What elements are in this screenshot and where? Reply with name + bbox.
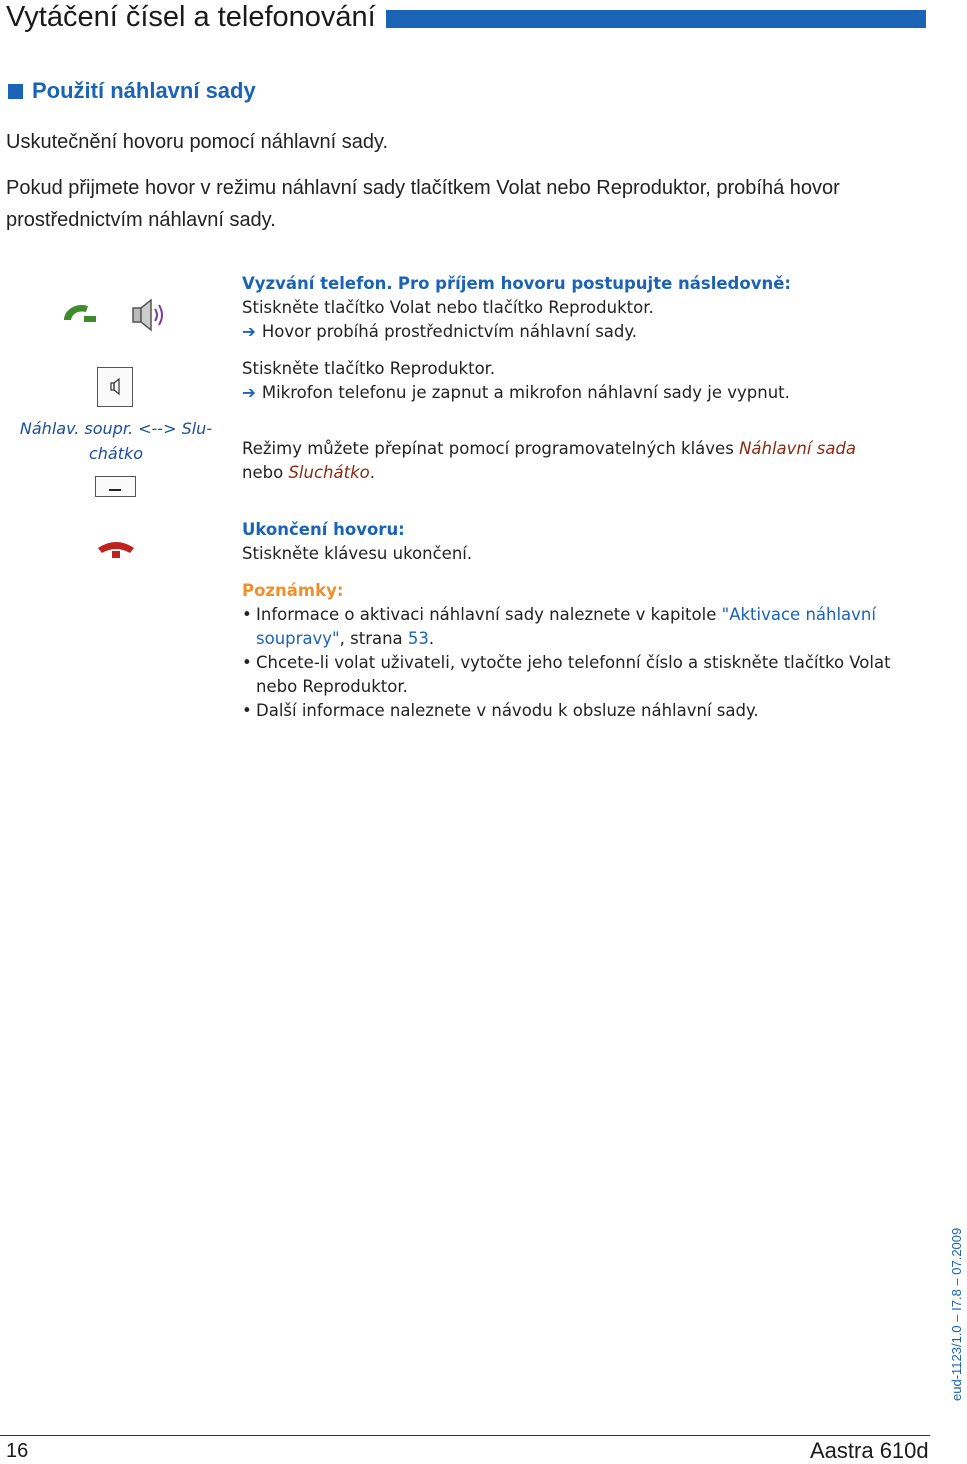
note-1-text-a: Informace o aktivaci náhlavní sady naleznete v kapitole [256,605,722,624]
section-heading [8,78,256,104]
note-item-2 [242,651,922,699]
modes-paragraph [242,437,922,485]
softkey-icon [95,476,136,497]
title-bar [386,10,926,28]
modes-text-a: Režimy můžete přepínat pomocí programovatelných kláves [242,439,734,458]
press-call-text: Stiskněte tlačítko Volat nebo tlačítko Reproduktor. [242,298,654,317]
arrow-icon: ➔ [242,322,256,341]
result-1-text: Hovor probíhá prostřednictvím náhlavní sady. [261,322,638,341]
result-2-text: Mikrofon telefonu je zapnut a mikrofon náhlavní sady je vypnut. [261,383,790,402]
ring-heading-title: Vyzvání telefon. [242,274,393,293]
softkey-handset: Sluchátko [288,463,370,482]
footer-divider [0,1435,930,1436]
ring-heading-instruction: Pro příjem hovoru postupujte následovně: [397,274,791,293]
page-header [6,0,926,34]
note-item-1 [242,603,922,651]
page-number: 16 [6,1440,29,1462]
softkey-headset: Náhlavní sada [739,439,857,458]
notes-heading: Poznámky: [242,581,344,600]
modes-text-c: . [369,463,375,482]
intro-paragraph-1: Uskutečnění hovoru pomocí náhlavní sady. [6,131,389,153]
note-item-3: • Další informace naleznete v návodu k obsluze náhlavní sady. [242,699,922,723]
end-call-heading: Ukončení hovoru: [242,520,405,539]
note-2-text-b: nebo Reproduktor. [256,677,408,696]
page-title: Vytáčení čísel a telefonování [6,0,376,33]
notes-list [242,603,922,723]
softkey-label-2: Slu- [181,419,213,438]
speaker-key-icon [97,367,133,407]
section-marker [8,84,23,99]
note-1-page-link[interactable]: 53 [407,629,429,648]
result-2 [242,381,790,405]
result-1 [242,320,637,344]
arrow-icon: ➔ [242,383,256,402]
softkey-label-1: Náhlav. soupr. [19,419,134,438]
note-1-text-b: , strana [339,629,408,648]
end-call-text: Stiskněte klávesu ukončení. [242,544,473,563]
phone-green-icon [62,300,98,328]
note-1-link[interactable]: "Aktivace náhlavní [721,605,876,624]
intro-paragraph-2b: prostřednictvím náhlavní sady. [6,209,276,231]
note-2-text-a: Chcete-li volat uživateli, vytočte jeho telefonní číslo a stiskněte tlačítko Volat [256,653,891,672]
ring-heading [242,272,791,296]
phone-red-icon [96,538,136,564]
speaker-icon [131,297,169,337]
modes-text-b: nebo [242,463,284,482]
softkey-label [18,416,214,466]
product-name: Aastra 610d [810,1438,929,1463]
section-title: Použití náhlavní sady [32,78,256,103]
softkey-label-3: chátko [88,444,144,463]
note-1-text-c: . [428,629,435,648]
intro-paragraph-2a: Pokud přijmete hovor v režimu náhlavní sady tlačítkem Volat nebo Reproduktor, probíhá hovor [6,177,840,199]
document-code: eud-1123/1.0 – I7.8 – 07.2009 [949,1227,964,1401]
note-1-link-cont[interactable]: soupravy" [256,629,340,648]
press-speaker-text: Stiskněte tlačítko Reproduktor. [242,359,496,378]
softkey-label-arrow: <--> [138,419,177,438]
